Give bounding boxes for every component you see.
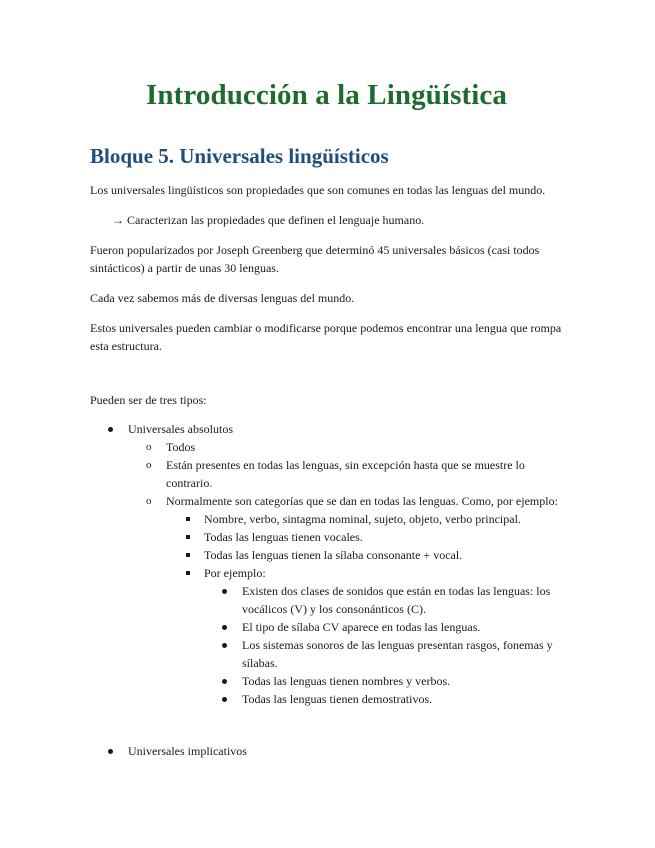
por-ejemplo-item: [204, 582, 563, 618]
paragraph-diversity: Cada vez sabemos más de diversas lenguas del mundo.: [90, 291, 355, 305]
list-item-implicativos: [90, 742, 563, 760]
sublist-item: [128, 492, 563, 708]
paragraph-greenberg: Fueron popularizados por Joseph Greenberg que determinó 45 universales básicos (casi todos sintácticos) a partir de unas 30 lenguas.: [90, 243, 540, 275]
square-bullet-icon: [186, 553, 190, 557]
bullet-dot-icon: [108, 749, 113, 754]
example-item: [166, 564, 563, 708]
por-ejemplo-item: [204, 618, 563, 636]
square-bullet-icon: [186, 517, 190, 521]
example-item-text: Por ejemplo:: [204, 566, 266, 580]
por-ejemplo-item-text: Todas las lenguas tienen demostrativos.: [242, 692, 433, 706]
por-ejemplo-item: [204, 636, 563, 672]
sublist-item: [128, 456, 563, 492]
sublist-item-text: Están presentes en todas las lenguas, sin excepción hasta que se muestre lo contrario.: [166, 458, 525, 490]
bullet-dot-icon: [222, 679, 227, 684]
paragraph-types: Pueden ser de tres tipos:: [90, 393, 207, 407]
square-bullet-icon: [186, 571, 190, 575]
por-ejemplo-item-text: Los sistemas sonoros de las lenguas presentan rasgos, fonemas y sílabas.: [242, 638, 553, 670]
list-item-absolutos: [90, 420, 563, 708]
types-list: [90, 420, 563, 760]
por-ejemplo-item-text: Existen dos clases de sonidos que están en todas las lenguas: los vocálicos (V) y los consonánticos (C).: [242, 584, 551, 616]
paragraph-change: Estos universales pueden cambiar o modificarse porque podemos encontrar una lengua que rompa esta estructura.: [90, 321, 562, 353]
example-item: [166, 528, 563, 546]
circle-bullet-icon: o: [146, 495, 152, 507]
examples-list: [166, 510, 563, 708]
sublist-item-text: Todos: [166, 440, 196, 454]
list-item-label: Universales absolutos: [128, 422, 233, 436]
por-ejemplo-list: [204, 582, 563, 708]
circle-bullet-icon: o: [146, 459, 152, 471]
circle-bullet-icon: o: [146, 441, 152, 453]
por-ejemplo-item-text: El tipo de sílaba CV aparece en todas las lenguas.: [242, 620, 481, 634]
square-bullet-icon: [186, 535, 190, 539]
por-ejemplo-item-text: Todas las lenguas tienen nombres y verbos.: [242, 674, 451, 688]
sublist-item-text: Normalmente son categorías que se dan en todas las lenguas. Como, por ejemplo:: [166, 494, 558, 508]
document-title: Introducción a la Lingüística: [146, 79, 507, 111]
bullet-dot-icon: [222, 697, 227, 702]
bullet-dot-icon: [222, 625, 227, 630]
sublist-item: [128, 438, 563, 456]
example-item-text: Todas las lenguas tienen la sílaba consonante + vocal.: [204, 548, 463, 562]
por-ejemplo-item: [204, 672, 563, 690]
example-item: [166, 546, 563, 564]
section-title: Bloque 5. Universales lingüísticos: [90, 144, 389, 168]
bullet-dot-icon: [108, 427, 113, 432]
example-item: [166, 510, 563, 528]
paragraph-intro: Los universales lingüísticos son propiedades que son comunes en todas las lenguas del mundo.: [90, 183, 546, 197]
absolutos-sublist: [128, 438, 563, 708]
bullet-dot-icon: [222, 589, 227, 594]
example-item-text: Todas las lenguas tienen vocales.: [204, 530, 363, 544]
bullet-dot-icon: [222, 643, 227, 648]
por-ejemplo-item: [204, 690, 563, 708]
list-item-label: Universales implicativos: [128, 744, 247, 758]
paragraph-arrow: → Caracterizan las propiedades que definen el lenguaje humano.: [112, 213, 425, 227]
example-item-text: Nombre, verbo, sintagma nominal, sujeto, objeto, verbo principal.: [204, 512, 521, 526]
